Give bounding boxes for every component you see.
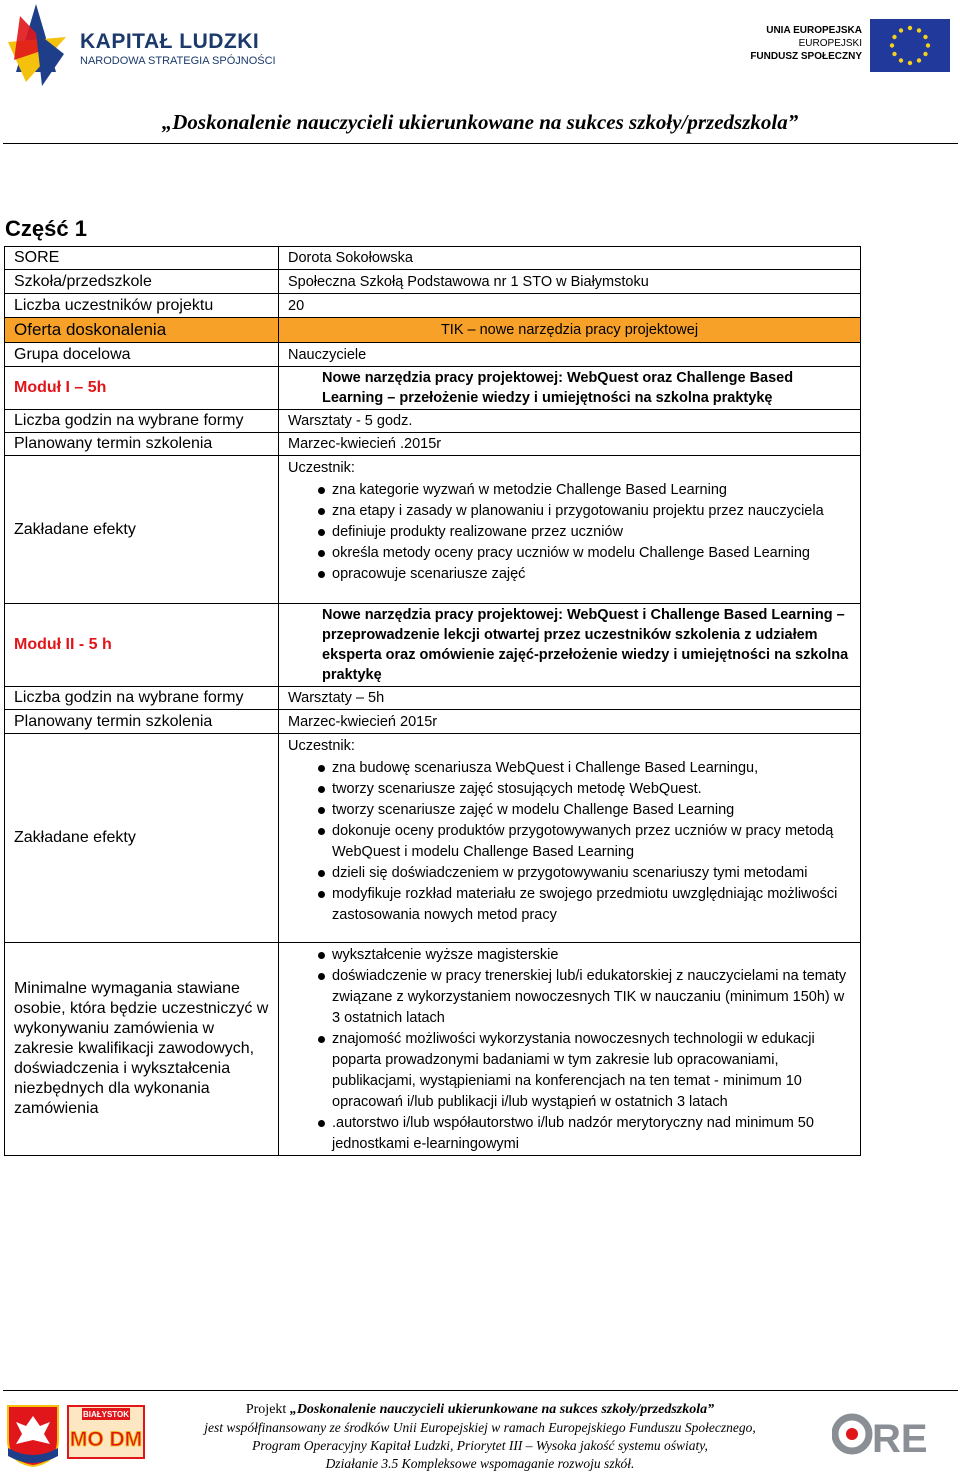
bialystok-crest-icon <box>6 1404 60 1468</box>
participants-label: Liczba uczestników projektu <box>5 294 279 318</box>
footer-project-prefix: Projekt <box>245 1402 287 1417</box>
list-item: znajomość możliwości wykorzystania nowoczesnych technologii w edukacji poparta prowadzonymi badaniami w tym zakresie lub opracowaniami, publikacjami, wystąpieniami na konferencjach na ten temat - minimum 10 opracowań i/lub publikacji i/lub wystąpień w ostatnich 3 latach <box>332 1029 851 1113</box>
training-table <box>4 246 861 1156</box>
target-label: Grupa docelowa <box>5 343 279 367</box>
target-value: Nauczyciele <box>279 343 861 367</box>
list-item: wykształcenie wyższe magisterskie <box>332 945 851 966</box>
offer-label: Oferta doskonalenia <box>5 318 279 343</box>
effects1-list <box>288 480 851 585</box>
module2-value: Nowe narzędzia pracy projektowej: WebQuest i Challenge Based Learning – przeprowadzenie lekcji otwartej przez uczestników szkolenia z udziałem eksperta oraz omówienie zajęć-przełożenie wiedzy i umiejętności na szkolna praktykę <box>322 607 849 683</box>
participant1-label: Uczestnik: <box>288 460 355 476</box>
table-row <box>5 456 861 604</box>
table-row <box>5 343 861 367</box>
participant2-label: Uczestnik: <box>288 738 355 754</box>
hours1-value: Warsztaty - 5 godz. <box>279 410 861 433</box>
modm-main-text: MO DM <box>69 1428 143 1451</box>
table-row <box>5 294 861 318</box>
table-row <box>5 687 861 710</box>
ore-logo-text: RE <box>872 1417 928 1460</box>
hours2-value: Warsztaty – 5h <box>279 687 861 710</box>
term1-value: Marzec-kwiecień .2015r <box>279 433 861 456</box>
list-item: zna kategorie wyzwań w metodzie Challenge Based Learning <box>332 480 851 501</box>
offer-value: TIK – nowe narzędzia pracy projektowej <box>279 318 861 343</box>
requirements-list <box>288 945 851 1155</box>
footer-divider <box>3 1390 958 1391</box>
footer-project-line <box>150 1401 810 1419</box>
module1-label: Moduł I – 5h <box>5 367 279 410</box>
modm-badge-icon <box>66 1404 146 1460</box>
list-item: dokonuje oceny produktów przygotowywanych przez uczniów w pracy metodą WebQuest i modelu Challenge Based Learning <box>332 821 851 863</box>
table-row <box>5 318 861 343</box>
requirements-label: Minimalne wymagania stawiane osobie, która będzie uczestniczyć w wykonywaniu zamówienia w zakresie kwalifikacji zawodowych, doświadczenia i wykształcenia niezbędnych dla wykonania zamówienia <box>5 943 279 1156</box>
school-value: Społeczna Szkołą Podstawowa nr 1 STO w Białymstoku <box>279 270 861 294</box>
term2-label: Planowany termin szkolenia <box>5 710 279 734</box>
footer-line-3: Program Operacyjny Kapitał Ludzki, Priorytet III – Wysoka jakość systemu oświaty, <box>252 1438 708 1453</box>
modm-logo <box>66 1404 146 1460</box>
table-row <box>5 734 861 943</box>
header-divider <box>3 143 958 144</box>
eu-line-3: FUNDUSZ SPOŁECZNY <box>750 51 862 62</box>
term1-label: Planowany termin szkolenia <box>5 433 279 456</box>
list-item: .autorstwo i/lub współautorstwo i/lub nadzór merytoryczny nad minimum 50 jednostkami e-learningowymi <box>332 1113 851 1155</box>
eu-line-2: EUROPEJSKI <box>798 38 862 49</box>
effects2-label: Zakładane efekty <box>5 734 279 943</box>
participants-value: 20 <box>279 294 861 318</box>
part-heading: Część 1 <box>5 216 87 241</box>
footer-project-title: „Doskonalenie nauczycieli ukierunkowane na sukces szkoły/przedszkola” <box>289 1402 715 1417</box>
sore-label: SORE <box>5 247 279 270</box>
kapital-ludzki-logo-icon <box>6 2 68 88</box>
hours2-label: Liczba godzin na wybrane formy <box>5 687 279 710</box>
footer-line-2: jest współfinansowany ze środków Unii Europejskiej w ramach Europejskiego Funduszu Społecznego, <box>204 1420 756 1435</box>
list-item: definiuje produkty realizowane przez uczniów <box>332 522 851 543</box>
table-row <box>5 433 861 456</box>
list-item: doświadczenie w pracy trenerskiej lub/i edukatorskiej z nauczycielami na tematy związane z wykorzystaniem nowoczesnych TIK w nauczaniu (minimum 150h) w 3 ostatnich latach <box>332 966 851 1029</box>
kapital-ludzki-title: KAPITAŁ LUDZKI <box>80 30 260 53</box>
sore-value: Dorota Sokołowska <box>279 247 861 270</box>
eu-flag-icon <box>870 19 950 72</box>
eu-fund-label <box>720 24 862 63</box>
list-item: tworzy scenariusze zajęć w modelu Challenge Based Learning <box>332 800 851 821</box>
effects2-list <box>288 758 851 926</box>
table-row <box>5 410 861 433</box>
school-label: Szkoła/przedszkole <box>5 270 279 294</box>
table-row <box>5 367 861 410</box>
kapital-ludzki-subtitle: NARODOWA STRATEGIA SPÓJNOŚCI <box>80 55 276 67</box>
term2-value: Marzec-kwiecień 2015r <box>279 710 861 734</box>
list-item: zna budowę scenariusza WebQuest i Challenge Based Learningu, <box>332 758 851 779</box>
table-row <box>5 604 861 687</box>
module2-label: Moduł II - 5 h <box>5 604 279 687</box>
document-title: „Doskonalenie nauczycieli ukierunkowane na sukces szkoły/przedszkola” <box>161 110 799 134</box>
table-row <box>5 247 861 270</box>
module1-value: Nowe narzędzia pracy projektowej: WebQuest oraz Challenge Based Learning – przełożenie wiedzy i umiejętności na szkolna praktykę <box>322 370 794 406</box>
effects1-label: Zakładane efekty <box>5 456 279 604</box>
footer-line-4: Działanie 3.5 Kompleksowe wspomaganie rozwoju szkół. <box>325 1456 635 1471</box>
table-row <box>5 270 861 294</box>
table-row <box>5 710 861 734</box>
ore-logo-icon <box>832 1408 934 1460</box>
hours1-label: Liczba godzin na wybrane formy <box>5 410 279 433</box>
footer-text <box>150 1401 810 1473</box>
list-item: opracowuje scenariusze zajęć <box>332 564 851 585</box>
table-row <box>5 943 861 1156</box>
eu-line-1: UNIA EUROPEJSKA <box>766 25 862 36</box>
list-item: zna etapy i zasady w planowaniu i przygotowaniu projektu przez nauczyciela <box>332 501 851 522</box>
list-item: modyfikuje rozkład materiału ze swojego przedmiotu uwzględniając możliwości zastosowania nowych metod pracy <box>332 884 851 926</box>
list-item: dzieli się doświadczeniem w przygotowywaniu scenariuszy tymi metodami <box>332 863 851 884</box>
list-item: określa metody oceny pracy uczniów w modelu Challenge Based Learning <box>332 543 851 564</box>
list-item: tworzy scenariusze zajęć stosujących metodę WebQuest. <box>332 779 851 800</box>
modm-top-text: BIAŁYSTOK <box>82 1410 130 1419</box>
